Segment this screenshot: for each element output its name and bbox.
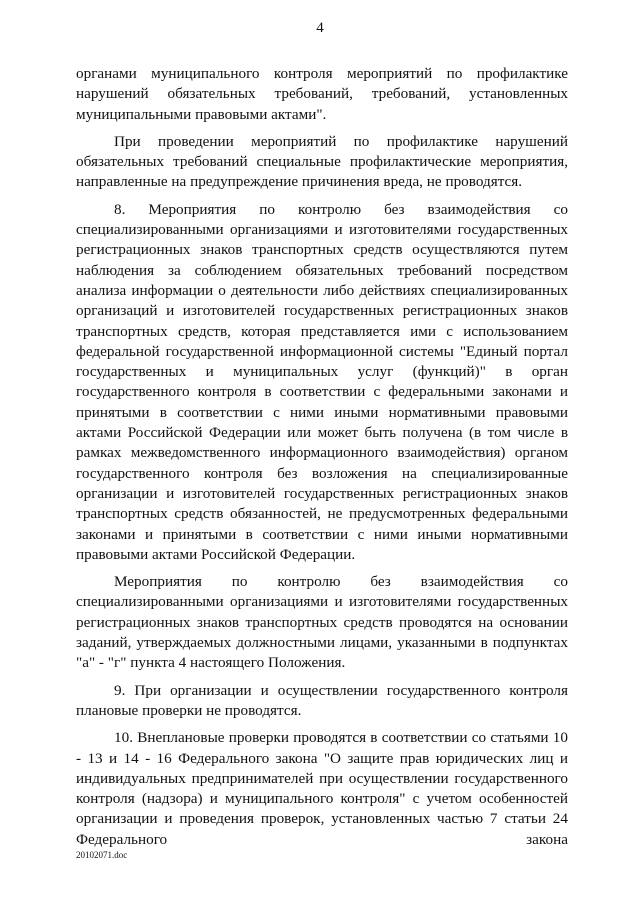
paragraph-item-9: 9. При организации и осуществлении государственного контроля плановые проверки не проводятся. (76, 681, 568, 719)
paragraph-continuation: органами муниципального контроля мероприятий по профилактике нарушений обязательных требований, требований, установленных муниципальными правовыми актами". (76, 65, 568, 123)
paragraph-item-10: 10. Внеплановые проверки проводятся в соответствии со статьями 10 - 13 и 14 - 16 Федерального закона "О защите прав юридических лиц и индивидуальных предпринимателей при осуществлении государственного контроля (надзора) и муниципального контроля" с учетом особенностей организации и проведения проверок, установленных частью 7 статьи 24 Федерального закона (76, 729, 568, 848)
document-body (76, 64, 568, 857)
paragraph-item-8: 8. Мероприятия по контролю без взаимодействия со специализированными организациями и изготовителями государственных регистрационных знаков транспортных средств осуществляются путем наблюдения за соблюдением обязательных требований посредством анализа информации о деятельности либо действиях специализированных организаций и изготовителей государственных регистрационных знаков транспортных средств, которая представляется ими с использованием федеральной государственной информационной системы "Единый портал государственных и муниципальных услуг (функций)" в орган государственного контроля в соответствии с федеральными законами и принятыми в соответствии с ними иными нормативными правовыми актами Российской Федерации или может быть получена (в том числе в рамках межведомственного информационного взаимодействия) органом государственного контроля без возложения на специализированные организации и изготовителей государственных регистрационных знаков транспортных средств обязанностей, не предусмотренных федеральными законами и принятыми в соответствии с ними иными нормативными правовыми актами Российской Федерации. (76, 200, 568, 563)
page-number: 4 (316, 20, 324, 36)
footer-filename: 20102071.doc (76, 850, 128, 860)
paragraph-item-8-tasks: Мероприятия по контролю без взаимодействия со специализированными организациями и изготовителями государственных регистрационных знаков транспортных средств проводятся на основании заданий, утверждаемых должностными лицами, указанными в подпунктах "а" - "г" пункта 4 настоящего Положения. (76, 573, 568, 672)
paragraph-preventive-measures: При проведении мероприятий по профилактике нарушений обязательных требований специальные профилактические мероприятия, направленные на предупреждение причинения вреда, не проводятся. (76, 132, 568, 191)
